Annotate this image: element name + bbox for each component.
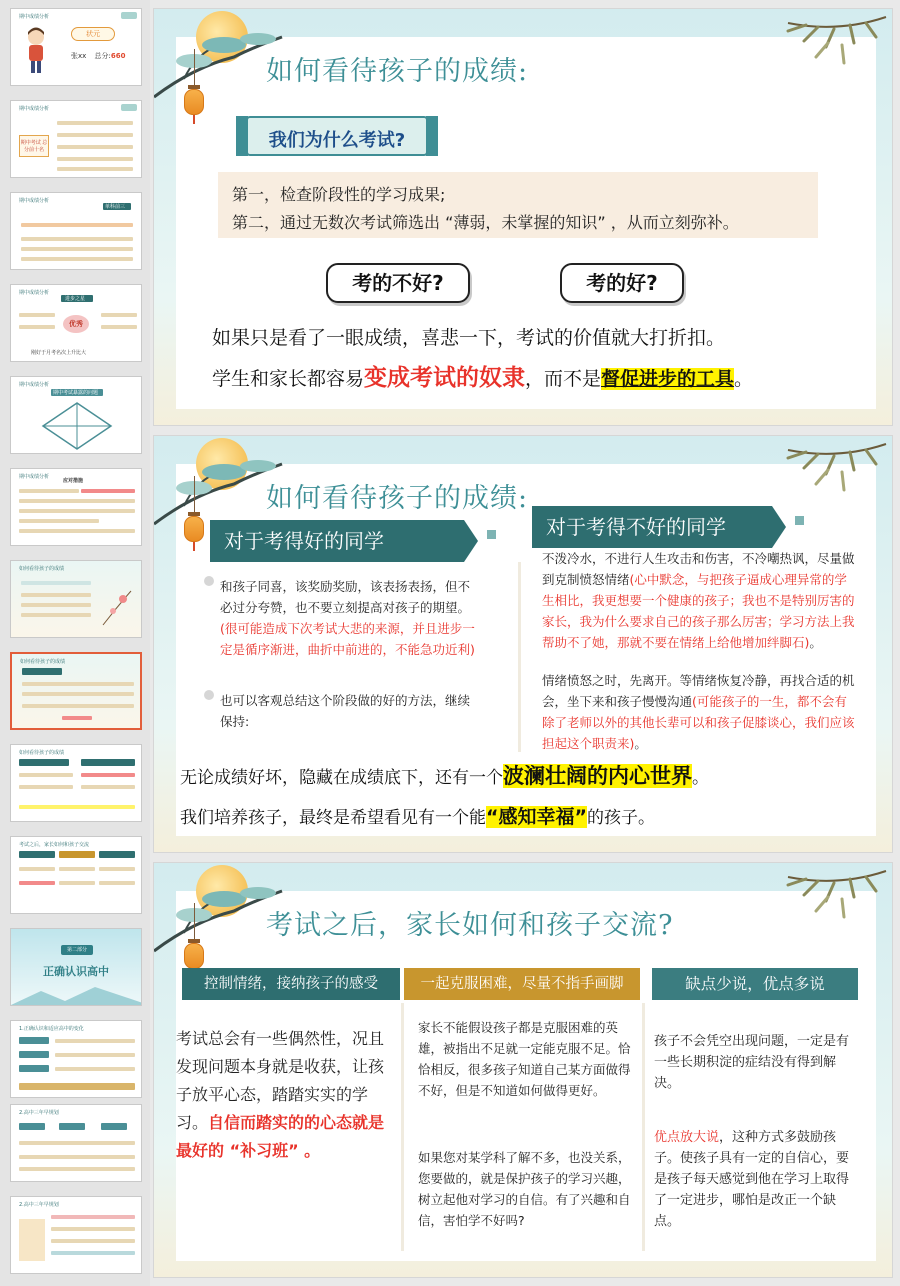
slide-2[interactable]: [153, 435, 893, 853]
thumbnail-line: [55, 1053, 135, 1057]
thumbnail-slide-7[interactable]: [10, 560, 142, 638]
inner-world-end: 。: [692, 768, 709, 788]
thumbnail-slide-9[interactable]: [10, 744, 142, 822]
happiness-end: 的孩子。: [586, 808, 655, 828]
thumbnail-line: [19, 867, 55, 871]
thumbnail-footer: 刚好于月考名次上升比大: [31, 350, 87, 356]
thumbnail-title: 如何看待孩子的成绩: [20, 659, 66, 665]
thumbnail-title: 期中成绩分析: [19, 290, 50, 296]
poor-students-header-text: 对于考得不好的同学: [546, 515, 726, 539]
header-cube-icon: [795, 516, 804, 525]
section-title: 正确认识高中: [43, 965, 109, 978]
thumbnail-line: [57, 121, 133, 125]
good-students-paragraph-2: 也可以客观总结这个阶段做的好的方法，继续保持:: [220, 693, 471, 729]
thumbnail-title: 期中成绩分析: [19, 382, 50, 388]
happiness-a: 我们培养孩子，最终是希望看见有一个能: [180, 808, 486, 828]
body-line-2-b: ，而不是: [525, 368, 602, 390]
poor-p2-text: 情绪愤怒之时，先离开。等情绪恢复冷静，再找合适的机会，坐下来和孩子慢慢沟通: [542, 673, 855, 709]
thumbnail-badge: [81, 759, 135, 766]
slide-title: 如何看待孩子的成绩:: [266, 483, 529, 514]
why-exam-banner: [246, 116, 428, 156]
thumbnail-badge-text: 期中考试 总分前十名: [20, 140, 48, 153]
poor-p1-text: 不泼冷水，不进行人生攻击和伤害，不冷嘲热讽，尽量做到克制愤怒情绪: [542, 551, 855, 587]
column-divider: [401, 1003, 404, 1251]
thumbnail-line: [22, 682, 134, 686]
diamond-diagram-icon: [41, 401, 113, 451]
thumbnail-line: [19, 529, 135, 533]
thumbnail-line: [99, 867, 135, 871]
column-divider: [518, 562, 521, 752]
thumbnail-line: [19, 313, 55, 317]
thumbnail-badge-text: 应对措施: [63, 478, 84, 484]
header-arrow-icon: [464, 520, 478, 562]
student-illustration-icon: [25, 27, 47, 75]
column-divider: [642, 1003, 645, 1251]
thumbnail-line: [19, 489, 79, 493]
thumbnail-badge: [19, 1051, 49, 1058]
thumbnail-badge-text: 进步之星: [65, 296, 86, 302]
thumbnail-slide-4[interactable]: [10, 284, 142, 362]
thumbnail-badge: [19, 1123, 45, 1130]
thumbnail-line: [21, 257, 133, 261]
poor-students-paragraph-2: [542, 670, 858, 754]
thumbnail-slide-6[interactable]: [10, 468, 142, 546]
overcome-paragraph-1: 家长不能假设孩子都是克服困难的英雄，被指出不足就一定能克服不足。恰恰相反，很多孩子知道自己某方面做得不好，但是不知道如何做得更好。: [418, 1020, 631, 1098]
thumbnail-line: [57, 167, 133, 171]
thumbnail-line: [21, 223, 133, 227]
thumbnail-title: 期中成绩分析: [19, 198, 50, 204]
happiness-highlight: “感知幸福”: [486, 806, 587, 828]
inner-world-highlight: 波澜壮阔的内心世界: [503, 764, 692, 788]
thumbnail-line: [19, 325, 55, 329]
thumbnail-decoration: [121, 104, 137, 111]
poor-p1-end: 。: [809, 635, 822, 650]
thumbnail-slide-12[interactable]: [10, 1020, 142, 1098]
thumbnail-line: [51, 1239, 135, 1243]
progress-tool-highlight: 督促进步的工具: [601, 368, 735, 390]
praise-red-text: 优点放大说: [654, 1130, 720, 1145]
bamboo-icon: [778, 867, 888, 937]
thumbnail-slide-5[interactable]: [10, 376, 142, 454]
section-pill: 第二部分: [61, 945, 93, 955]
thumbnail-slide-14[interactable]: [10, 1196, 142, 1274]
thumbnail-badge-text: 期中考试暴露的问题: [53, 390, 99, 396]
thumbnail-line: [51, 1227, 135, 1231]
exam-purpose-box: [218, 172, 818, 238]
slide-thumbnail-rail: [0, 0, 150, 1286]
tree-branch-icon: [154, 17, 284, 107]
thumbnail-line: [21, 247, 133, 251]
thumbnail-line: [57, 145, 133, 149]
praise-text: ，这种方式多鼓励孩子。使孩子具有一定的自信心，要是孩子每天感觉到他在学习上取得了一定进步，哪怕是改正一个缺点。: [654, 1130, 850, 1229]
thumbnail-line: [99, 881, 135, 885]
thumbnail-title: 2.高中三年早规划: [19, 1202, 59, 1208]
good-students-header: [210, 520, 464, 562]
body-line-2-end: 。: [734, 368, 754, 390]
thumbnail-line: [51, 1215, 135, 1219]
thumbnail-line: [22, 692, 134, 696]
bullet-dot-icon: [204, 690, 214, 700]
zhuangyuan-badge: 状元: [71, 27, 115, 41]
thumbnail-line: [21, 581, 91, 585]
thumbnail-side-box: [19, 1219, 45, 1261]
thumbnail-line: [19, 509, 135, 513]
happiness-line: [180, 802, 655, 829]
banner-left-ribbon: [236, 116, 248, 156]
control-emotion-text: [176, 1025, 386, 1165]
bamboo-icon: [778, 13, 888, 83]
thumbnail-title: 如何看待孩子的成绩: [19, 750, 65, 756]
thumbnail-line: [101, 313, 137, 317]
thumbnail-slide-13[interactable]: [10, 1104, 142, 1182]
lantern-icon: [184, 49, 204, 124]
praise-more-header: 缺点少说，优点多说: [652, 968, 858, 1000]
thumbnail-title: 2.高中三年早规划: [19, 1110, 59, 1116]
thumbnail-badge-text: 单科前三: [105, 204, 126, 210]
thumbnail-slide-3[interactable]: [10, 192, 142, 270]
thumbnail-line: [21, 603, 91, 607]
body-line-1: 如果只是看了一眼成绩，喜悲一下，考试的价值就大打折扣。: [212, 327, 726, 349]
thumbnail-line: [21, 593, 91, 597]
thumbnail-slide-8[interactable]: [10, 652, 142, 730]
header-cube-icon: [487, 530, 496, 539]
praise-paragraph-2: [654, 1127, 860, 1232]
thumbnail-slide-11[interactable]: [10, 928, 142, 1006]
thumbnail-line: [59, 881, 95, 885]
good-p1-text: 和孩子同喜，该奖励奖励，该表扬表扬，但不必过分夸赞，也不要立刻提高对孩子的期望。: [220, 579, 471, 615]
thumbnail-slide-1[interactable]: [10, 8, 142, 86]
purpose-line-1: 第一，检查阶段性的学习成果;: [232, 185, 446, 204]
slide-title: 如何看待孩子的成绩:: [266, 56, 529, 87]
thumbnail-line: [19, 1167, 135, 1171]
inner-world-a: 无论成绩好坏，隐藏在成绩底下，还有一个: [180, 768, 503, 788]
thumbnail-line: [19, 519, 99, 523]
tree-branch-icon: [154, 871, 284, 961]
poor-students-header: [532, 506, 772, 548]
lantern-icon: [184, 903, 204, 978]
banner-right-ribbon: [426, 116, 438, 156]
thumbnail-badge: [19, 759, 69, 766]
thumbnail-title: 期中成绩分析: [19, 106, 50, 112]
thumbnail-decoration: [121, 12, 137, 19]
thumbnail-line: [81, 785, 135, 789]
thumbnail-title: 考试之后，家长如何和孩子交流: [19, 842, 90, 848]
col1-text: 考试总会有一些偶然性，况且发现问题本身就是收获，让孩子放平心态，踏踏实实的学习。: [176, 1029, 385, 1132]
ask-good-bubble: 考的好?: [560, 263, 684, 303]
thumbnail-red-line: [62, 716, 92, 720]
thumbnail-line: [19, 773, 73, 777]
thumbnail-badge: [19, 1037, 49, 1044]
thumbnail-highlight-line: [19, 805, 135, 809]
thumbnail-line: [51, 1251, 135, 1255]
overcome-paragraph-2: 如果您对某学科了解不多，也没关系，您要做的，就是保护孩子的学习兴趣，树立起他对学习的自信。有了兴趣和自信，害怕学不好吗?: [418, 1150, 631, 1228]
thumbnail-badge: [22, 668, 62, 675]
thumbnail-badge: [19, 1065, 49, 1072]
ask-bad-bubble: 考的不好?: [326, 263, 470, 303]
col1-red-text: 自信而踏实的的心态就是最好的 “补习班” 。: [176, 1113, 385, 1160]
thumbnail-line: [19, 499, 135, 503]
praise-paragraph-1: 孩子不会凭空出现问题，一定是有一些长期积淀的症结没有得到解决。: [654, 1034, 850, 1091]
thumbnail-title: 1.正确认识和适应高中的变化: [19, 1026, 84, 1032]
slide-1[interactable]: [153, 8, 893, 426]
thumbnail-slide-2[interactable]: [10, 100, 142, 178]
body-line-2-a: 学生和家长都容易: [212, 368, 365, 390]
exam-slave-text: 变成考试的奴隶: [364, 365, 526, 391]
purpose-line-2: 第二，通过无数次考试筛选出 “薄弱，未掌握的知识” ，从而立刻弥补。: [232, 213, 739, 232]
mountain-icon: [11, 985, 142, 1005]
slide-title: 考试之后，家长如何和孩子交流?: [266, 910, 674, 941]
poor-p2-red-note: (可能孩子的一生，都不会有除了老师以外的其他长辈可以和孩子促膝谈心，我们应该担起这个职责来): [542, 694, 855, 751]
thumbnail-line: [57, 133, 133, 137]
thumbnail-line: [59, 867, 95, 871]
poor-students-paragraph-1: [542, 548, 858, 653]
thumbnail-title: 期中成绩分析: [19, 474, 50, 480]
thumbnail-line: [55, 1039, 135, 1043]
thumbnail-line: [57, 157, 133, 161]
thumbnail-badge: [101, 1123, 127, 1130]
body-line-2: [212, 359, 753, 392]
score-value: 660: [110, 52, 126, 60]
poor-p1-red-note: (心中默念，与把孩子逼成心理异常的学生相比，我更想要一个健康的孩子；我也不是特别厉害的家长，我为什么要求自己的孩子那么厉害；学习方法上我帮助不了她，那就不要在情绪上给他增加绊脚石): [542, 572, 855, 650]
good-students-header-text: 对于考得好的同学: [224, 529, 384, 553]
poor-p2-end: 。: [634, 736, 647, 751]
thumbnail-badge: [19, 1083, 135, 1090]
control-emotion-header: 控制情绪，接纳孩子的感受: [182, 968, 400, 1000]
thumbnail-score: [71, 51, 126, 61]
thumbnail-line: [21, 613, 91, 617]
thumbnail-line: [19, 785, 73, 789]
thumbnail-line: [101, 325, 137, 329]
thumbnail-line: [19, 1141, 135, 1145]
thumbnail-line: [22, 704, 134, 708]
thumbnail-title: 期中成绩分析: [19, 14, 50, 20]
bullet-dot-icon: [204, 576, 214, 586]
lantern-icon: [184, 476, 204, 551]
thumbnail-line: [21, 237, 133, 241]
thumbnail-red-line: [81, 773, 135, 777]
thumbnail-slide-10[interactable]: [10, 836, 142, 914]
header-arrow-icon: [772, 506, 786, 548]
flower-branch-icon: [99, 587, 135, 627]
banner-text: 我们为什么考试?: [268, 130, 406, 151]
thumbnail-badge: [59, 1123, 85, 1130]
thumbnail-line: [19, 1155, 135, 1159]
overcome-together-header: 一起克服困难，尽量不指手画脚: [404, 968, 640, 1000]
thumbnail-badge: [19, 851, 55, 858]
excellent-stamp: 优秀: [63, 315, 89, 333]
thumbnail-red-line: [81, 489, 135, 493]
score-label: 总分:: [94, 52, 111, 60]
thumbnail-red-line: [19, 881, 55, 885]
thumbnail-badge: [59, 851, 95, 858]
good-p1-red-note: (很可能造成下次考试大悲的来源，并且进步一定是循序渐进，曲折中前进的，不能急功近利): [220, 621, 475, 657]
thumbnail-title: 如何看待孩子的成绩: [19, 566, 65, 572]
slide-3[interactable]: [153, 862, 893, 1278]
student-name: 张xx: [71, 52, 87, 60]
good-students-paragraph-1: [220, 576, 482, 660]
thumbnail-line: [55, 1067, 135, 1071]
inner-world-line: [180, 760, 709, 790]
bamboo-icon: [778, 440, 888, 510]
thumbnail-badge: [99, 851, 135, 858]
